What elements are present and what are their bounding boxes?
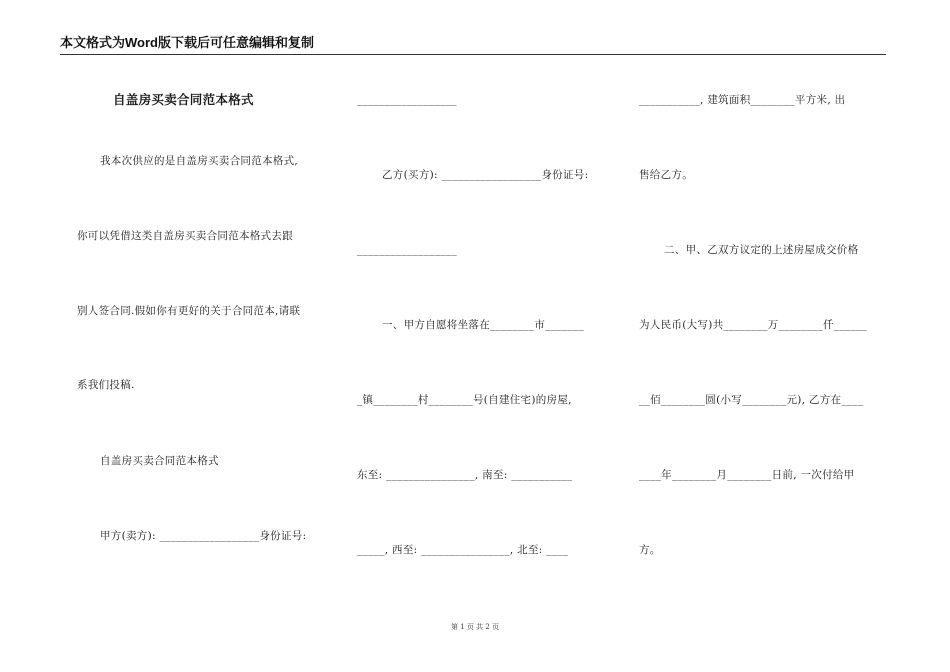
sell-line: 售给乙方。 bbox=[639, 169, 693, 181]
party-b-line: 乙方(买方): __________________身份证号: bbox=[382, 169, 589, 181]
clause-2-line-5: 方。 bbox=[639, 544, 661, 556]
blank-line-1: __________________ bbox=[357, 94, 457, 106]
clause-1-line-2: _镇________村________号(自建住宅)的房屋, bbox=[357, 394, 572, 406]
document-header: 本文格式为Word版下载后可任意编辑和复制 bbox=[60, 34, 886, 55]
intro-line-2: 你可以凭借这类自盖房买卖合同范本格式去跟 bbox=[77, 230, 293, 242]
boundary-west-north: _____, 西至: ________________, 北至: ____ bbox=[357, 544, 569, 556]
party-a-line: 甲方(卖方): __________________身份证号: bbox=[100, 530, 307, 542]
blank-line-2: __________________ bbox=[357, 244, 457, 256]
area-line: ___________, 建筑面积________平方米, 出 bbox=[639, 94, 846, 106]
clause-2-line-2: 为人民币(大写)共________万________仟______ bbox=[639, 319, 868, 331]
clause-2-line-1: 二、甲、乙双方议定的上述房屋成交价格 bbox=[664, 244, 859, 256]
clause-2-line-3: __佰________圆(小写________元), 乙方在____ bbox=[639, 394, 864, 406]
clause-2-line-4: ____年________月________日前, 一次付给甲 bbox=[639, 469, 855, 481]
page-footer: 第 1 页 共 2 页 bbox=[450, 623, 500, 631]
intro-line-3: 别人签合同.假如你有更好的关于合同范本,请联 bbox=[77, 305, 301, 317]
intro-line-4: 系我们投稿. bbox=[77, 379, 135, 391]
document-title: 自盖房买卖合同范本格式 bbox=[113, 93, 254, 107]
boundary-east-south: 东至: ________________, 南至: ___________ bbox=[357, 469, 573, 481]
intro-line-1: 我本次供应的是自盖房买卖合同范本格式, bbox=[100, 155, 299, 167]
section-subtitle: 自盖房买卖合同范本格式 bbox=[100, 455, 219, 467]
clause-1-line-1: 一、甲方自愿将坐落在________市_______ bbox=[382, 319, 585, 331]
